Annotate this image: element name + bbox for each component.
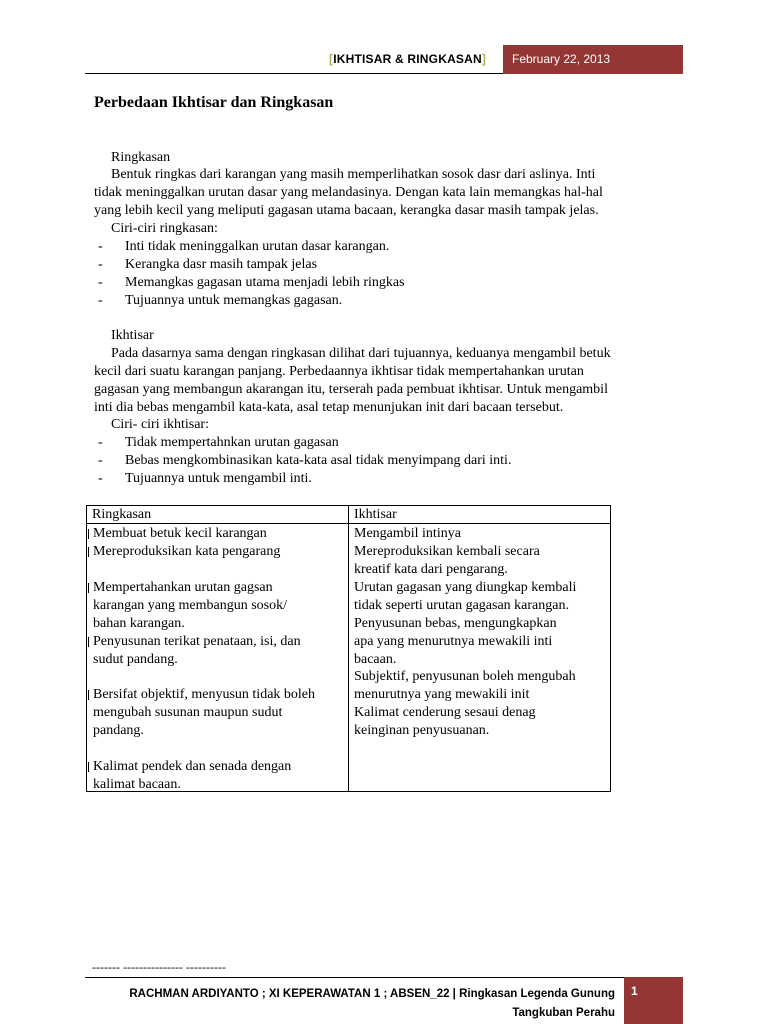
- ikhtisar-para-line: kecil dari suatu karangan panjang. Perbedaannya ikhtisar tidak mempertahankan urutan: [94, 364, 584, 379]
- bullet-dash: -: [98, 471, 103, 486]
- ringkasan-ciri-item: Kerangka dasr masih tampak jelas: [125, 257, 318, 272]
- ringkasan-title: Ringkasan: [111, 150, 171, 165]
- table-cell-left: Mempertahankan urutan gagsan: [93, 580, 273, 595]
- ikhtisar-para-line: inti dia bebas mengambil kata-kata, asal tetap menunjukan init dari bacaan tersebut.: [94, 400, 564, 415]
- header-bracket-open: [: [329, 52, 334, 66]
- ringkasan-ciri-item: Tujuannya untuk memangkas gagasan.: [125, 293, 343, 308]
- table-bullet-tick: [88, 529, 89, 539]
- table-header-divider: [86, 523, 611, 524]
- footer-line-2: Tangkuban Perahu: [512, 1007, 615, 1019]
- ringkasan-para-line: yang lebih kecil yang meliputi gagasan utama bacaan, kerangka dasar masih tampak jelas.: [94, 203, 599, 218]
- table-cell-left: bahan karangan.: [93, 616, 185, 631]
- ringkasan-para-line: Bentuk ringkas dari karangan yang masih memperlihatkan sosok dasr dari aslinya. Inti: [111, 167, 596, 182]
- ringkasan-ciri-item: Inti tidak meninggalkan urutan dasar karangan.: [125, 239, 390, 254]
- table-cell-right: Mengambil intinya: [354, 526, 461, 541]
- bullet-dash: -: [98, 293, 103, 308]
- ringkasan-ciri-title: Ciri-ciri ringkasan:: [111, 221, 218, 236]
- table-cell-left: Mereproduksikan kata pengarang: [93, 544, 281, 559]
- table-cell-right: Mereproduksikan kembali secara: [354, 544, 540, 559]
- header-bracket-close: ]: [481, 52, 487, 66]
- header-divider: [85, 73, 503, 74]
- table-cell-right: Kalimat cenderung sesaui denag: [354, 705, 536, 720]
- ikhtisar-ciri-item: Tidak mempertahnkan urutan gagasan: [125, 435, 339, 450]
- table-cell-left: sudut pandang.: [93, 652, 178, 667]
- ikhtisar-title: Ikhtisar: [111, 328, 154, 343]
- table-bullet-tick: [88, 637, 89, 647]
- bullet-dash: -: [98, 275, 103, 290]
- bullet-dash: -: [98, 239, 103, 254]
- footer-text: [129, 985, 615, 1023]
- bullet-dash: -: [98, 453, 103, 468]
- header-title: [329, 52, 486, 66]
- table-cell-right: tidak seperti urutan gagasan karangan.: [354, 598, 569, 613]
- footer-dashes: ------- --------------- ----------: [92, 960, 226, 974]
- table-cell-right: Subjektif, penyusunan boleh mengubah: [354, 669, 576, 684]
- footer-divider: [85, 977, 624, 978]
- page-number: 1: [624, 977, 683, 1024]
- table-cell-left: pandang.: [93, 723, 144, 738]
- ikhtisar-ciri-item: Bebas mengkombinasikan kata-kata asal tidak menyimpang dari inti.: [125, 453, 512, 468]
- ikhtisar-para-line: gagasan yang membangun akarangan itu, terserah pada pembuat ikhtisar. Untuk mengambil: [94, 382, 608, 397]
- table-cell-left: kalimat bacaan.: [93, 777, 181, 792]
- table-cell-left: Penyusunan terikat penataan, isi, dan: [93, 634, 301, 649]
- ikhtisar-para-line: Pada dasarnya sama dengan ringkasan dilihat dari tujuannya, keduanya mengambil betuk: [111, 346, 611, 361]
- table-bullet-tick: [88, 762, 89, 772]
- header-title-text: IKHTISAR & RINGKASAN: [333, 52, 482, 66]
- table-header-ringkasan: Ringkasan: [92, 507, 152, 522]
- table-bullet-tick: [88, 690, 89, 700]
- table-cell-left: Kalimat pendek dan senada dengan: [93, 759, 292, 774]
- table-header-ikhtisar: Ikhtisar: [354, 507, 397, 522]
- footer-line-1: RACHMAN ARDIYANTO ; XI KEPERAWATAN 1 ; ABSEN_22 | Ringkasan Legenda Gunung: [129, 988, 615, 1000]
- table-cell-right: menurutnya yang mewakili init: [354, 687, 530, 702]
- table-cell-left: Bersifat objektif, menyusun tidak boleh: [93, 687, 316, 702]
- ringkasan-ciri-item: Memangkas gagasan utama menjadi lebih ringkas: [125, 275, 405, 290]
- table-cell-right: apa yang menurutnya mewakili inti: [354, 634, 553, 649]
- ikhtisar-ciri-title: Ciri- ciri ikhtisar:: [111, 417, 209, 432]
- table-cell-right: Urutan gagasan yang diungkap kembali: [354, 580, 577, 595]
- table-cell-left: Membuat betuk kecil karangan: [93, 526, 267, 541]
- table-cell-right: keinginan penyusuanan.: [354, 723, 490, 738]
- page-heading: Perbedaan Ikhtisar dan Ringkasan: [94, 94, 334, 111]
- table-cell-left: mengubah susunan maupun sudut: [93, 705, 283, 720]
- table-cell-right: bacaan.: [354, 652, 397, 667]
- ikhtisar-ciri-item: Tujuannya untuk mengambil inti.: [125, 471, 312, 486]
- table-column-divider: [348, 505, 349, 792]
- bullet-dash: -: [98, 257, 103, 272]
- header-date: February 22, 2013: [503, 45, 683, 74]
- table-cell-right: kreatif kata dari pengarang.: [354, 562, 508, 577]
- table-bullet-tick: [88, 583, 89, 593]
- ringkasan-para-line: tidak meninggalkan urutan dasar yang melandasinya. Dengan kata lain memangkas hal-hal: [94, 185, 603, 200]
- table-bullet-tick: [88, 547, 89, 557]
- table-cell-left: karangan yang membangun sosok/: [93, 598, 288, 613]
- bullet-dash: -: [98, 435, 103, 450]
- table-cell-right: Penyusunan bebas, mengungkapkan: [354, 616, 557, 631]
